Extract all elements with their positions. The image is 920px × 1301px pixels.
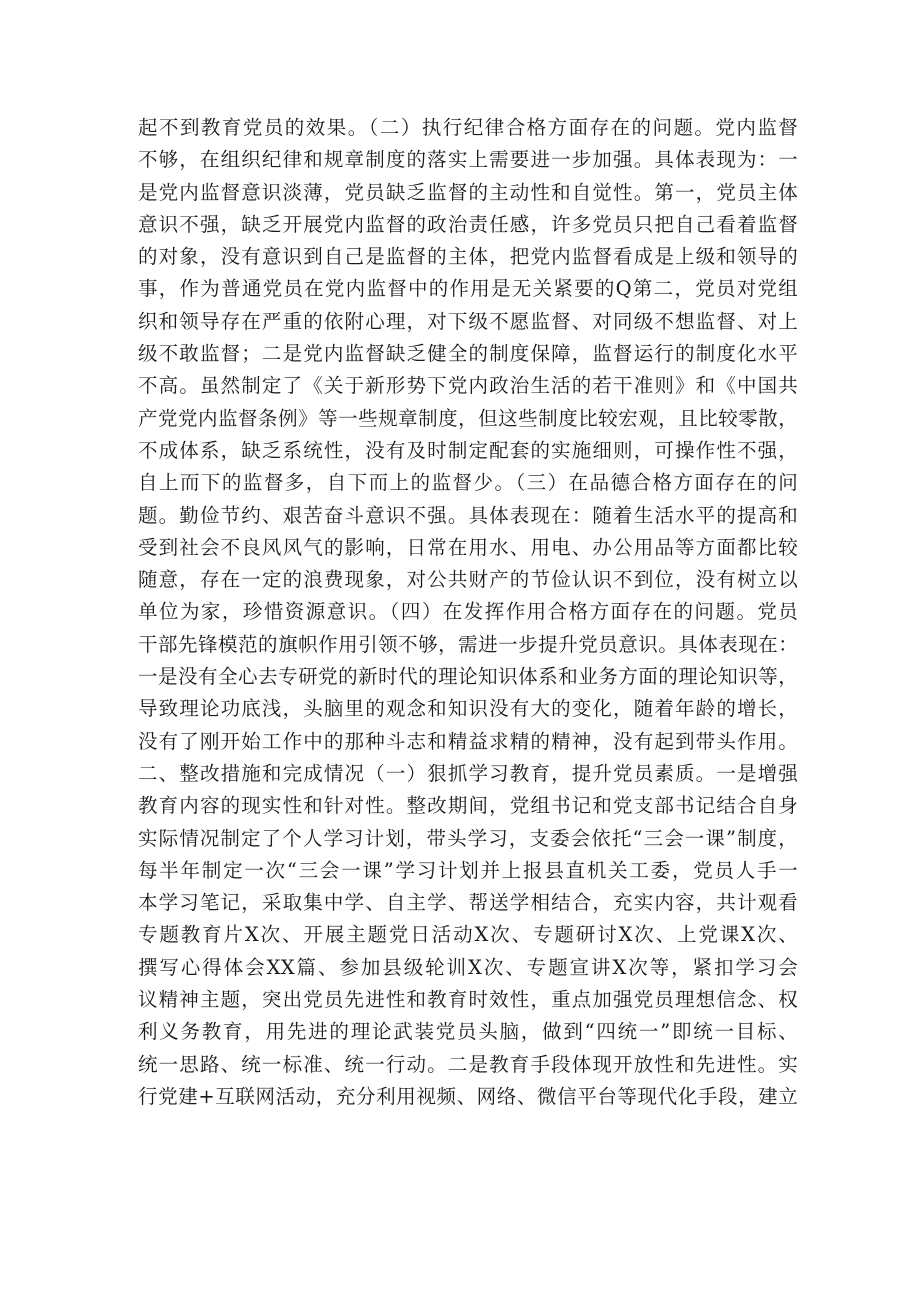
text-line: 每半年制定一次“三会一课”学习计划并上报县直机关工委，党员人手一: [138, 858, 798, 882]
text-line: 导致理论功底浅，头脑里的观念和知识没有大的变化，随着年龄的增长，: [138, 697, 798, 721]
text-line: 行党建+互联网活动，充分利用视频、网络、微信平台等现代化手段，建立: [138, 1084, 798, 1108]
text-line: 受到社会不良风风气的影响，日常在用水、用电、办公用品等方面都比较: [138, 535, 798, 559]
text-line: 自上而下的监督多，自下而上的监督少。（三）在品德合格方面存在的问: [138, 471, 798, 495]
text-line: 干部先锋模范的旗帜作用引领不够，需进一步提升党员意识。具体表现在：: [138, 632, 798, 656]
text-line: 利义务教育，用先进的理论武装党员头脑，做到“四统一”即统一目标、: [138, 1020, 798, 1044]
text-line: 实际情况制定了个人学习计划，带头学习，支委会依托“三会一课”制度，: [138, 826, 798, 850]
text-line: 不成体系，缺乏系统性，没有及时制定配套的实施细则，可操作性不强，: [138, 438, 798, 462]
text-line: 题。勤俭节约、艰苦奋斗意识不强。具体表现在：随着生活水平的提高和: [138, 503, 798, 527]
text-line: 级不敢监督；二是党内监督缺乏健全的制度保障，监督运行的制度化水平: [138, 342, 798, 366]
text-line: 本学习笔记，采取集中学、自主学、帮送学相结合，充实内容，共计观看: [138, 891, 798, 915]
text-line: 不高。虽然制定了《关于新形势下党内政治生活的若干准则》和《中国共: [138, 374, 798, 398]
text-line: 没有了刚开始工作中的那种斗志和精益求精的精神，没有起到带头作用。: [138, 729, 798, 753]
text-line: 教育内容的现实性和针对性。整改期间，党组书记和党支部书记结合自身: [138, 794, 798, 818]
text-line: 统一思路、统一标准、统一行动。二是教育手段体现开放性和先进性。实: [138, 1052, 798, 1076]
text-line: 事，作为普通党员在党内监督中的作用是无关紧要的Q第二，党员对党组: [138, 277, 798, 301]
text-line: 二、整改措施和完成情况（一）狠抓学习教育，提升党员素质。一是增强: [138, 761, 798, 785]
text-line: 意识不强，缺乏开展党内监督的政治责任感，许多党员只把自己看着监督: [138, 212, 798, 236]
text-line: 专题教育片X次、开展主题党日活动X次、专题研讨X次、上党课X次、: [138, 923, 798, 947]
text-line: 起不到教育党员的效果。（二）执行纪律合格方面存在的问题。党内监督: [138, 116, 798, 139]
text-line: 产党党内监督条例》等一些规章制度，但这些制度比较宏观，且比较零散，: [138, 406, 798, 430]
text-line: 是党内监督意识淡薄，党员缺乏监督的主动性和自觉性。第一，党员主体: [138, 180, 798, 204]
text-line: 不够，在组织纪律和规章制度的落实上需要进一步加强。具体表现为：一: [138, 148, 798, 172]
text-line: 一是没有全心去专研党的新时代的理论知识体系和业务方面的理论知识等，: [138, 665, 798, 689]
text-line: 的对象，没有意识到自己是监督的主体，把党内监督看成是上级和领导的: [138, 245, 798, 269]
body-text: [138, 112, 798, 1113]
text-line: 随意，存在一定的浪费现象，对公共财产的节俭认识不到位，没有树立以: [138, 568, 798, 592]
text-line: 织和领导存在严重的依附心理，对下级不愿监督、对同级不想监督、对上: [138, 309, 798, 333]
text-line: 议精神主题，突出党员先进性和教育时效性，重点加强党员理想信念、权: [138, 988, 798, 1012]
text-line: 撰写心得体会XX篇、参加县级轮训X次、专题宣讲X次等，紧扣学习会: [138, 955, 798, 979]
text-line: 单位为家，珍惜资源意识。（四）在发挥作用合格方面存在的问题。党员: [138, 600, 798, 624]
